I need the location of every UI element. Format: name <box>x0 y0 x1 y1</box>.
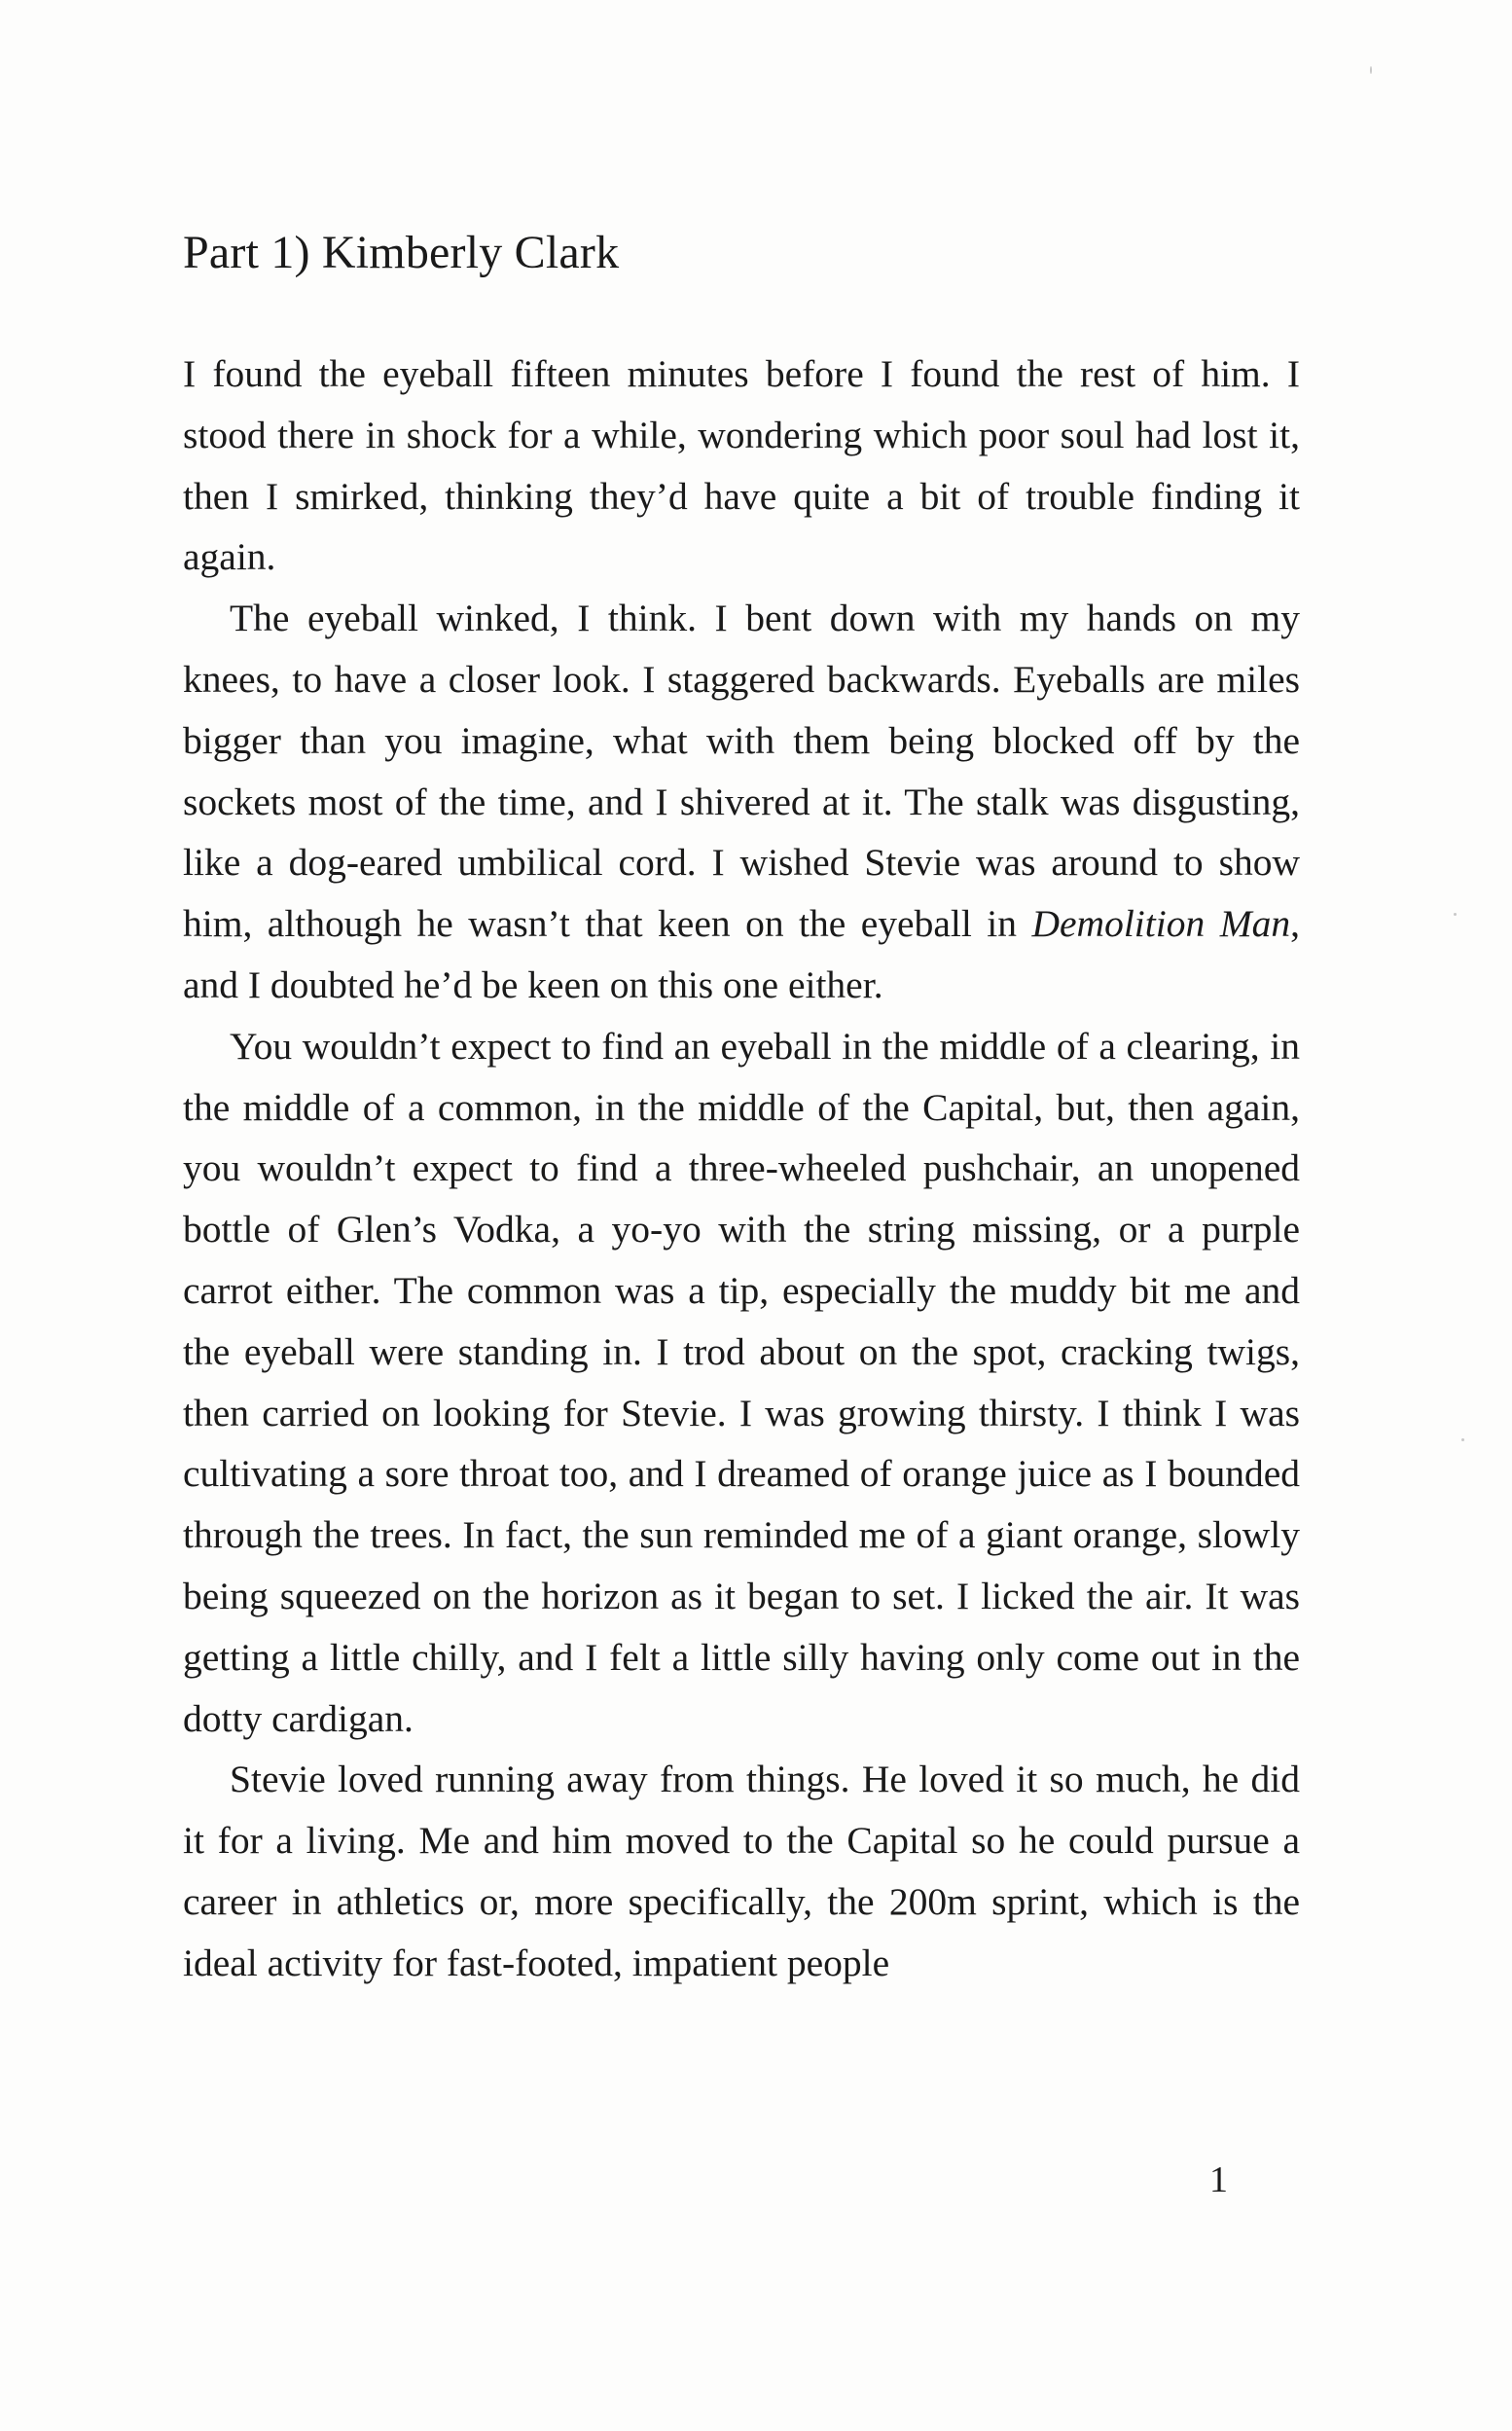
page-number: 1 <box>1209 2159 1228 2200</box>
scan-speck <box>1461 1438 1464 1441</box>
paragraph-3 <box>183 1016 1300 1750</box>
chapter-title: Part 1) Kimberly Clark <box>183 227 620 278</box>
scan-speck <box>1370 66 1372 74</box>
paragraph-2-text-start: The eyeball winked, I think. I bent down with my hands on my knees, to have a closer look. I staggered backwards. Eyeballs are miles bigger than you imagine, what with them being blocked off by the sockets most of the time, and I shivered at it. The stalk was disgusting, like a dog-eared umbilical cord. I wished Stevie was around to show him, although he wasn’t that keen on the eyeball in <box>183 597 1300 946</box>
paragraph-2-text-end: , and I doubted he’d be keen on this one either. <box>183 902 1300 1006</box>
paragraph-1 <box>183 344 1300 588</box>
scan-speck <box>1454 913 1457 916</box>
paragraph-4 <box>183 1749 1300 1993</box>
film-title: Demolition Man <box>1031 902 1291 946</box>
body-text <box>183 344 1300 1994</box>
paragraph-4-text: Stevie loved running away from things. He loved it so much, he did it for a living. Me and him moved to the Capital so he could pursue a career in athletics or, more specifically, the 200m sprint, which is the ideal activity for fast-footed, impatient people <box>183 1758 1300 1984</box>
paragraph-3-text: You wouldn’t expect to find an eyeball in the middle of a clearing, in the middle of a common, in the middle of the Capital, but, then again, you wouldn’t expect to find a three-wheeled pushchair, an unopened bottle of Glen’s Vodka, a yo-yo with the string missing, or a purple carrot either. The common was a tip, especially the muddy bit me and the eyeball were standing in. I trod about on the spot, cracking twigs, then carried on looking for Stevie. I was growing thirsty. I think I was cultivating a sore throat too, and I dreamed of orange juice as I bounded through the trees. In fact, the sun reminded me of a giant orange, slowly being squeezed on the horizon as it began to set. I licked the air. It was getting a little chilly, and I felt a little silly having only come out in the dotty cardigan. <box>183 1024 1300 1740</box>
paragraph-2 <box>183 588 1300 1016</box>
paragraph-1-text: I found the eyeball fifteen minutes before I found the rest of him. I stood there in shock for a while, wondering which poor soul had lost it, then I smirked, thinking they’d have quite a bit of trouble finding it again. <box>183 352 1300 579</box>
